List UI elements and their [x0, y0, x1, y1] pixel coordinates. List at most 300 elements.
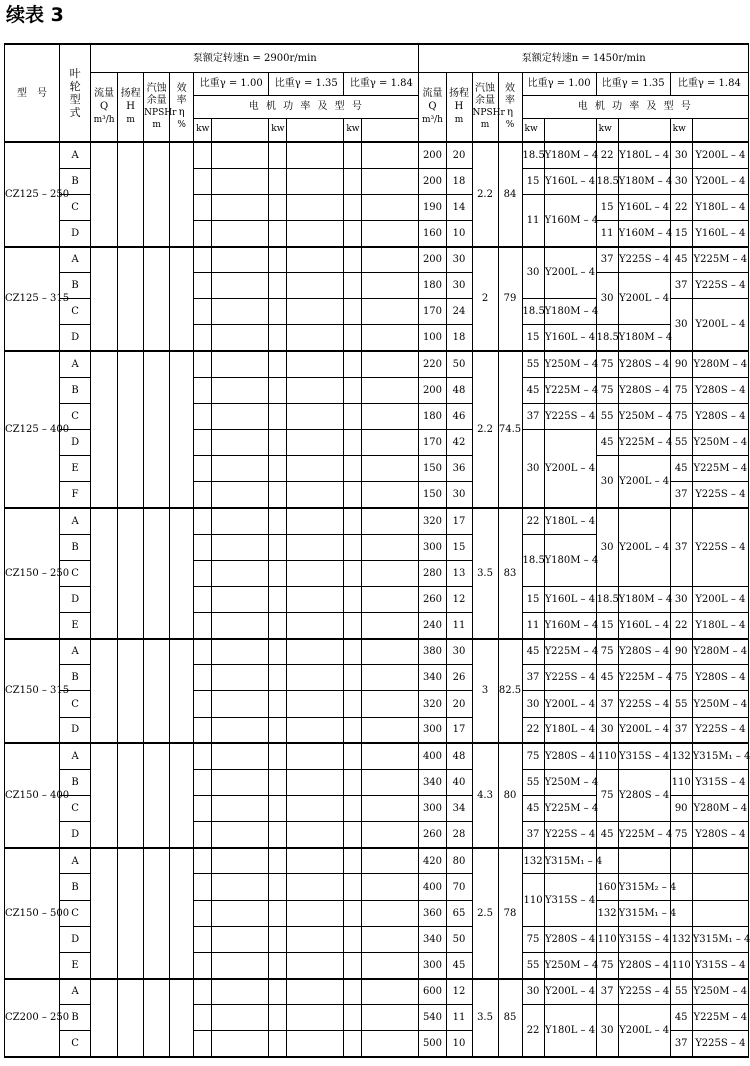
motor-model-cell: Y180L – 4 — [618, 142, 670, 168]
motor-model-cell: Y280M – 4 — [692, 796, 748, 822]
model-cell: CZ150 – 500 — [5, 848, 60, 979]
empty-cell — [344, 586, 362, 612]
empty-cell — [362, 874, 419, 900]
impeller-cell: C — [60, 299, 91, 325]
empty-cell — [269, 717, 287, 743]
motor-model-cell: Y180M – 4 — [618, 325, 670, 351]
motor-model-cell: Y200L – 4 — [692, 142, 748, 168]
head-cell: 30 — [446, 273, 472, 299]
model-cell: CZ125 – 250 — [5, 142, 60, 247]
head-cell: 30 — [446, 247, 472, 273]
header-kw: kw — [344, 118, 362, 142]
motor-model-cell: Y315S – 4 — [618, 743, 670, 769]
empty-cell — [344, 430, 362, 456]
flow-cell: 180 — [419, 273, 446, 299]
header-efficiency: 效率 η % — [170, 72, 194, 142]
empty-cell — [212, 952, 269, 978]
head-cell: 48 — [446, 743, 472, 769]
empty-cell — [269, 691, 287, 717]
empty-cell — [362, 848, 419, 874]
motor-model-cell: Y225M – 4 — [618, 430, 670, 456]
kw-cell: 75 — [670, 665, 692, 691]
header-flow: 流量 Q m³/h — [419, 72, 446, 142]
impeller-cell: B — [60, 168, 91, 194]
impeller-cell: B — [60, 377, 91, 403]
motor-model-cell: Y200L – 4 — [692, 299, 748, 351]
motor-model-cell: Y280S – 4 — [692, 377, 748, 403]
empty-cell — [269, 900, 287, 926]
header-kw: kw — [194, 118, 212, 142]
empty-cell — [287, 247, 344, 273]
kw-cell: 22 — [670, 194, 692, 220]
empty-cell — [287, 325, 344, 351]
header-impeller: 叶轮型式 — [60, 44, 91, 142]
empty-cell — [212, 848, 269, 874]
motor-model-cell: Y280S – 4 — [692, 822, 748, 848]
empty-cell — [287, 430, 344, 456]
motor-model-cell: Y180L – 4 — [544, 717, 596, 743]
empty-cell — [194, 377, 212, 403]
npsh-cell: 3.5 — [472, 979, 498, 1057]
empty-cell — [362, 351, 419, 377]
empty-cell — [170, 351, 194, 508]
empty-cell — [344, 743, 362, 769]
impeller-cell: B — [60, 273, 91, 299]
motor-model-cell: Y180L – 4 — [544, 1005, 596, 1057]
empty-cell — [344, 299, 362, 325]
empty-cell — [269, 220, 287, 246]
empty-cell — [212, 796, 269, 822]
empty-cell — [344, 560, 362, 586]
kw-cell: 45 — [596, 430, 618, 456]
empty-cell — [212, 665, 269, 691]
empty-cell — [212, 168, 269, 194]
empty-cell — [194, 482, 212, 508]
empty-cell — [287, 665, 344, 691]
empty-cell — [144, 508, 170, 639]
empty-cell — [144, 142, 170, 247]
empty-cell — [344, 534, 362, 560]
empty-cell — [212, 299, 269, 325]
empty-cell — [212, 508, 269, 534]
empty-cell — [144, 979, 170, 1057]
empty-cell — [362, 299, 419, 325]
empty-cell — [287, 900, 344, 926]
impeller-cell: B — [60, 534, 91, 560]
empty-cell — [269, 508, 287, 534]
flow-cell: 400 — [419, 743, 446, 769]
empty-cell — [344, 1031, 362, 1057]
motor-model-cell: Y315S – 4 — [692, 769, 748, 795]
impeller-cell: C — [60, 403, 91, 429]
motor-model-cell: Y160L – 4 — [618, 613, 670, 639]
empty-cell — [118, 508, 144, 639]
empty-cell — [344, 717, 362, 743]
empty-cell — [287, 273, 344, 299]
empty-cell — [170, 848, 194, 979]
empty-cell — [362, 979, 419, 1005]
flow-cell: 400 — [419, 874, 446, 900]
motor-model-cell: Y315M₁ – 4 — [544, 848, 596, 874]
kw-cell: 15 — [670, 220, 692, 246]
motor-model-cell: Y200L – 4 — [692, 168, 748, 194]
empty-cell — [344, 848, 362, 874]
npsh-cell: 4.3 — [472, 743, 498, 848]
kw-cell: 37 — [522, 665, 544, 691]
head-cell: 34 — [446, 796, 472, 822]
empty-cell — [287, 168, 344, 194]
header-sg1: 比重γ = 1.00 — [194, 72, 269, 95]
empty-cell — [118, 247, 144, 352]
head-cell: 46 — [446, 403, 472, 429]
header-kw: kw — [522, 118, 544, 142]
kw-cell: 18.5 — [596, 325, 618, 351]
flow-cell: 500 — [419, 1031, 446, 1057]
kw-cell: 45 — [670, 456, 692, 482]
motor-model-cell: Y315M₁ – 4 — [618, 900, 670, 926]
empty-cell — [287, 613, 344, 639]
head-cell: 11 — [446, 613, 472, 639]
empty-cell — [91, 743, 118, 848]
motor-model-cell: Y225S – 4 — [692, 273, 748, 299]
header-motor-blank — [212, 118, 269, 142]
empty-cell — [287, 403, 344, 429]
empty-cell — [287, 508, 344, 534]
motor-model-cell: Y280S – 4 — [618, 377, 670, 403]
motor-model-cell: Y225S – 4 — [692, 508, 748, 586]
motor-model-cell: Y250M – 4 — [544, 351, 596, 377]
empty-cell — [194, 560, 212, 586]
empty-cell — [287, 351, 344, 377]
kw-cell: 75 — [596, 639, 618, 665]
kw-cell: 110 — [670, 952, 692, 978]
flow-cell: 170 — [419, 299, 446, 325]
impeller-cell: D — [60, 717, 91, 743]
kw-cell: 30 — [522, 430, 544, 508]
efficiency-cell: 82.5 — [498, 639, 522, 744]
kw-cell: 15 — [522, 325, 544, 351]
empty-cell — [212, 325, 269, 351]
kw-cell: 30 — [670, 299, 692, 351]
header-sg3: 比重γ = 1.84 — [670, 72, 748, 95]
kw-cell: 18.5 — [522, 534, 544, 586]
impeller-cell: D — [60, 220, 91, 246]
empty-cell — [194, 1005, 212, 1031]
empty-cell — [212, 717, 269, 743]
header-motor: 电 机 功 率 及 型 号 — [522, 95, 748, 118]
page-title: 续表 3 — [6, 4, 64, 26]
flow-cell: 280 — [419, 560, 446, 586]
empty-cell — [194, 717, 212, 743]
efficiency-cell: 74.5 — [498, 351, 522, 508]
efficiency-cell: 85 — [498, 979, 522, 1057]
motor-model-cell: Y180M – 4 — [544, 142, 596, 168]
motor-model-cell: Y280S – 4 — [544, 926, 596, 952]
empty-cell — [344, 691, 362, 717]
flow-cell: 600 — [419, 979, 446, 1005]
impeller-cell: B — [60, 874, 91, 900]
kw-cell: 37 — [596, 979, 618, 1005]
kw-cell: 110 — [670, 769, 692, 795]
impeller-cell: A — [60, 979, 91, 1005]
empty-cell — [344, 273, 362, 299]
header-kw: kw — [596, 118, 618, 142]
empty-cell — [287, 639, 344, 665]
kw-cell: 90 — [670, 351, 692, 377]
kw-cell: 22 — [670, 613, 692, 639]
impeller-cell: C — [60, 194, 91, 220]
empty-cell — [670, 848, 692, 874]
motor-model-cell: Y225M – 4 — [692, 247, 748, 273]
flow-cell: 150 — [419, 482, 446, 508]
head-cell: 17 — [446, 508, 472, 534]
head-cell: 30 — [446, 482, 472, 508]
flow-cell: 340 — [419, 926, 446, 952]
impeller-cell: D — [60, 926, 91, 952]
empty-cell — [269, 874, 287, 900]
header-sg1: 比重γ = 1.00 — [522, 72, 596, 95]
table-row — [5, 142, 749, 168]
kw-cell: 55 — [522, 952, 544, 978]
motor-model-cell: Y180L – 4 — [544, 508, 596, 534]
empty-cell — [212, 613, 269, 639]
empty-cell — [287, 560, 344, 586]
head-cell: 10 — [446, 220, 472, 246]
kw-cell: 75 — [670, 377, 692, 403]
impeller-cell: A — [60, 508, 91, 534]
head-cell: 65 — [446, 900, 472, 926]
flow-cell: 240 — [419, 613, 446, 639]
impeller-cell: C — [60, 1031, 91, 1057]
impeller-cell: B — [60, 665, 91, 691]
kw-cell: 55 — [522, 351, 544, 377]
motor-model-cell: Y160L – 4 — [544, 586, 596, 612]
empty-cell — [212, 900, 269, 926]
empty-cell — [362, 1031, 419, 1057]
head-cell: 12 — [446, 586, 472, 612]
empty-cell — [144, 247, 170, 352]
empty-cell — [212, 377, 269, 403]
empty-cell — [344, 613, 362, 639]
empty-cell — [194, 299, 212, 325]
impeller-cell: C — [60, 900, 91, 926]
kw-cell: 45 — [522, 377, 544, 403]
empty-cell — [194, 639, 212, 665]
empty-cell — [269, 299, 287, 325]
empty-cell — [212, 1005, 269, 1031]
empty-cell — [194, 586, 212, 612]
motor-model-cell: Y280S – 4 — [618, 952, 670, 978]
npsh-cell: 2 — [472, 247, 498, 352]
kw-cell: 75 — [522, 743, 544, 769]
empty-cell — [170, 743, 194, 848]
flow-cell: 180 — [419, 403, 446, 429]
empty-cell — [269, 377, 287, 403]
empty-cell — [362, 273, 419, 299]
motor-model-cell: Y200L – 4 — [618, 508, 670, 586]
empty-cell — [269, 325, 287, 351]
kw-cell: 90 — [670, 796, 692, 822]
empty-cell — [212, 456, 269, 482]
empty-cell — [344, 482, 362, 508]
model-cell: CZ150 – 315 — [5, 639, 60, 744]
kw-cell: 55 — [522, 769, 544, 795]
empty-cell — [287, 194, 344, 220]
head-cell: 18 — [446, 325, 472, 351]
empty-cell — [287, 822, 344, 848]
empty-cell — [269, 247, 287, 273]
empty-cell — [287, 456, 344, 482]
flow-cell: 190 — [419, 194, 446, 220]
header-model: 型 号 — [5, 44, 60, 142]
kw-cell: 18.5 — [522, 299, 544, 325]
kw-cell: 45 — [596, 665, 618, 691]
impeller-cell: C — [60, 560, 91, 586]
flow-cell: 200 — [419, 377, 446, 403]
empty-cell — [287, 743, 344, 769]
empty-cell — [362, 769, 419, 795]
flow-cell: 170 — [419, 430, 446, 456]
motor-model-cell: Y225S – 4 — [618, 691, 670, 717]
kw-cell: 15 — [522, 168, 544, 194]
empty-cell — [194, 194, 212, 220]
empty-cell — [194, 796, 212, 822]
motor-model-cell: Y315S – 4 — [692, 952, 748, 978]
kw-cell: 18.5 — [596, 586, 618, 612]
flow-cell: 380 — [419, 639, 446, 665]
empty-cell — [91, 639, 118, 744]
empty-cell — [287, 142, 344, 168]
kw-cell: 15 — [522, 586, 544, 612]
head-cell: 36 — [446, 456, 472, 482]
empty-cell — [194, 1031, 212, 1057]
kw-cell: 30 — [596, 273, 618, 325]
header-npsh: 汽蚀余量 NPSHr m — [144, 72, 170, 142]
motor-model-cell: Y200L – 4 — [618, 273, 670, 325]
kw-cell: 30 — [596, 508, 618, 586]
pump-spec-table — [4, 43, 749, 1058]
empty-cell — [362, 534, 419, 560]
header-motor-blank — [618, 118, 670, 142]
motor-model-cell: Y280M – 4 — [692, 351, 748, 377]
empty-cell — [212, 220, 269, 246]
efficiency-cell: 84 — [498, 142, 522, 247]
empty-cell — [269, 848, 287, 874]
empty-cell — [194, 613, 212, 639]
kw-cell: 160 — [596, 874, 618, 900]
empty-cell — [692, 874, 748, 900]
motor-model-cell: Y225M – 4 — [544, 377, 596, 403]
empty-cell — [344, 900, 362, 926]
empty-cell — [194, 351, 212, 377]
efficiency-cell: 83 — [498, 508, 522, 639]
motor-model-cell: Y280S – 4 — [618, 639, 670, 665]
empty-cell — [194, 874, 212, 900]
empty-cell — [287, 691, 344, 717]
model-cell: CZ150 – 250 — [5, 508, 60, 639]
kw-cell: 75 — [596, 377, 618, 403]
empty-cell — [194, 430, 212, 456]
header-npsh: 汽蚀余量 NPSHr m — [472, 72, 498, 142]
table-row — [5, 979, 749, 1005]
empty-cell — [344, 952, 362, 978]
motor-model-cell: Y180L – 4 — [692, 613, 748, 639]
kw-cell: 45 — [522, 639, 544, 665]
empty-cell — [194, 534, 212, 560]
kw-cell: 22 — [522, 508, 544, 534]
model-cell: CZ200 – 250 — [5, 979, 60, 1057]
empty-cell — [144, 351, 170, 508]
motor-model-cell: Y280M – 4 — [692, 639, 748, 665]
empty-cell — [344, 926, 362, 952]
kw-cell: 37 — [522, 822, 544, 848]
empty-cell — [362, 926, 419, 952]
empty-cell — [344, 769, 362, 795]
head-cell: 48 — [446, 377, 472, 403]
table-row — [5, 247, 749, 273]
impeller-cell: A — [60, 247, 91, 273]
empty-cell — [91, 848, 118, 979]
head-cell: 10 — [446, 1031, 472, 1057]
motor-model-cell: Y225S – 4 — [618, 979, 670, 1005]
flow-cell: 220 — [419, 351, 446, 377]
empty-cell — [269, 613, 287, 639]
empty-cell — [362, 456, 419, 482]
head-cell: 11 — [446, 1005, 472, 1031]
kw-cell: 22 — [522, 1005, 544, 1057]
empty-cell — [212, 194, 269, 220]
kw-cell: 37 — [522, 403, 544, 429]
empty-cell — [287, 220, 344, 246]
empty-cell — [344, 325, 362, 351]
empty-cell — [269, 926, 287, 952]
kw-cell: 37 — [596, 247, 618, 273]
motor-model-cell: Y180M – 4 — [618, 586, 670, 612]
empty-cell — [194, 848, 212, 874]
empty-cell — [344, 874, 362, 900]
kw-cell: 75 — [596, 351, 618, 377]
head-cell: 12 — [446, 979, 472, 1005]
head-cell: 80 — [446, 848, 472, 874]
header-head: 扬程 H m — [118, 72, 144, 142]
head-cell: 15 — [446, 534, 472, 560]
head-cell: 30 — [446, 639, 472, 665]
npsh-cell: 2.5 — [472, 848, 498, 979]
flow-cell: 150 — [419, 456, 446, 482]
empty-cell — [170, 247, 194, 352]
impeller-cell: D — [60, 586, 91, 612]
empty-cell — [170, 142, 194, 247]
header-motor: 电 机 功 率 及 型 号 — [194, 95, 419, 118]
head-cell: 28 — [446, 822, 472, 848]
flow-cell: 340 — [419, 769, 446, 795]
flow-cell: 100 — [419, 325, 446, 351]
empty-cell — [362, 247, 419, 273]
motor-model-cell: Y200L – 4 — [618, 1005, 670, 1057]
empty-cell — [269, 403, 287, 429]
empty-cell — [287, 586, 344, 612]
kw-cell: 110 — [596, 743, 618, 769]
kw-cell: 55 — [596, 403, 618, 429]
empty-cell — [91, 351, 118, 508]
npsh-cell: 2.2 — [472, 351, 498, 508]
motor-model-cell: Y280S – 4 — [618, 769, 670, 821]
model-cell: CZ125 – 400 — [5, 351, 60, 508]
npsh-cell: 3 — [472, 639, 498, 744]
efficiency-cell: 80 — [498, 743, 522, 848]
kw-cell: 110 — [522, 874, 544, 926]
empty-cell — [344, 1005, 362, 1031]
